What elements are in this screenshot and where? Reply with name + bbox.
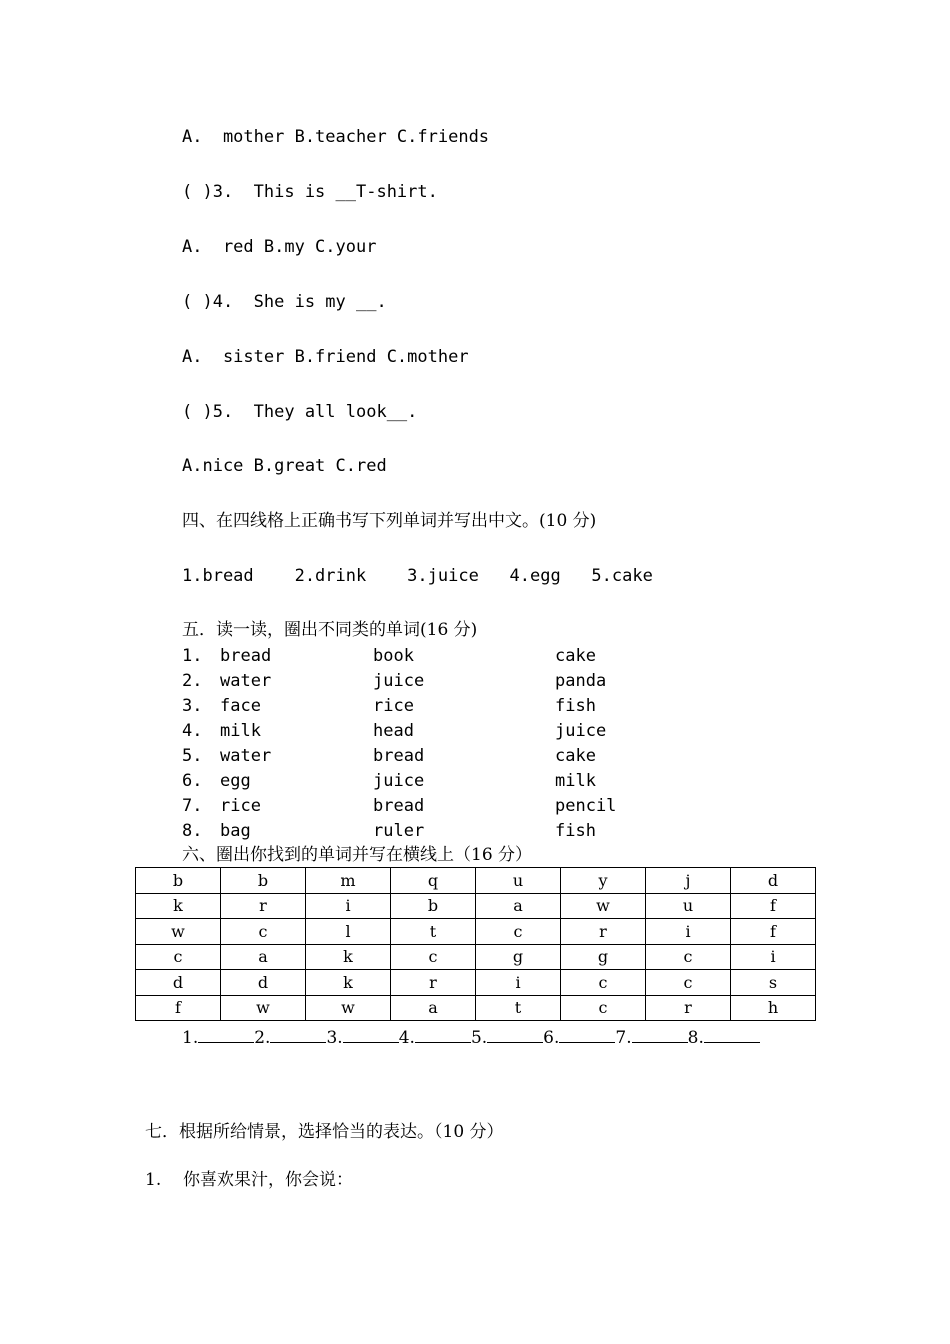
grid-row — [136, 944, 816, 970]
answer-blank-line[interactable] — [559, 1026, 615, 1043]
grid-letter: b — [136, 868, 221, 894]
answer-blank-line[interactable] — [198, 1026, 254, 1043]
grid-letter: b — [221, 868, 306, 894]
section-7-title: 七．根据所给情景，选择恰当的表达。（10 分） — [145, 1122, 504, 1142]
blank-label: 4. — [398, 1028, 415, 1048]
blank-label: 6. — [543, 1028, 560, 1048]
answer-blank-line[interactable] — [415, 1026, 471, 1043]
grid-letter: b — [391, 893, 476, 919]
grid-row — [136, 995, 816, 1021]
grid-row — [136, 970, 816, 996]
grid-letter: t — [476, 995, 561, 1021]
grid-letter: m — [306, 868, 391, 894]
word-b: juice — [373, 771, 425, 791]
grid-letter: i — [731, 944, 816, 970]
word-a: bread — [220, 646, 272, 666]
word-a: egg — [220, 771, 251, 791]
grid-letter: c — [561, 970, 646, 996]
grid-letter: j — [646, 868, 731, 894]
word-a: face — [220, 696, 261, 716]
word-a: milk — [220, 721, 261, 741]
grid-letter: u — [646, 893, 731, 919]
answer-blanks — [182, 1026, 802, 1049]
row-number: 5. — [182, 746, 203, 766]
answer-blank-line[interactable] — [487, 1026, 543, 1043]
word-c: fish — [555, 821, 596, 841]
grid-letter: f — [731, 893, 816, 919]
blank-label: 5. — [470, 1028, 488, 1048]
grid-letter: r — [391, 970, 476, 996]
word-a: rice — [220, 796, 261, 816]
section-4-words: 1.bread 2.drink 3.juice 4.egg 5.cake — [182, 566, 653, 586]
grid-letter: k — [306, 970, 391, 996]
section-7-item-1-text: 你喜欢果汁，你会说： — [183, 1170, 353, 1190]
grid-letter: w — [136, 919, 221, 945]
grid-letter: w — [306, 995, 391, 1021]
question-5: ( )5. They all look__. — [182, 402, 418, 422]
blank-label: 1. — [182, 1028, 199, 1048]
blank-label: 8. — [687, 1028, 704, 1048]
word-a: water — [220, 746, 272, 766]
word-c: juice — [555, 721, 607, 741]
grid-letter: r — [561, 919, 646, 945]
row-number: 6. — [182, 771, 203, 791]
word-search-grid — [135, 867, 816, 1021]
word-c: pencil — [555, 796, 617, 816]
grid-letter: r — [221, 893, 306, 919]
word-b: rice — [373, 696, 414, 716]
grid-letter: l — [306, 919, 391, 945]
answer-blank-line[interactable] — [704, 1026, 760, 1043]
grid-letter: i — [646, 919, 731, 945]
grid-letter: f — [731, 919, 816, 945]
grid-row — [136, 868, 816, 894]
grid-letter: a — [476, 893, 561, 919]
q5-options: A.nice B.great C.red — [182, 456, 387, 476]
grid-row — [136, 893, 816, 919]
q2-options: A. mother B.teacher C.friends — [182, 127, 490, 147]
q3-options: A. red B.my C.your — [182, 237, 377, 257]
vocab-row — [182, 745, 642, 770]
word-b: juice — [373, 671, 425, 691]
vocab-row — [182, 820, 642, 845]
section-5-title: 五．读一读，圈出不同类的单词(16 分) — [182, 620, 478, 640]
word-c: cake — [555, 646, 596, 666]
grid-letter: d — [136, 970, 221, 996]
grid-letter: d — [221, 970, 306, 996]
word-b: head — [373, 721, 414, 741]
row-number: 8. — [182, 821, 203, 841]
grid-letter: u — [476, 868, 561, 894]
section-4-title: 四、在四线格上正确书写下列单词并写出中文。(10 分) — [182, 511, 597, 531]
grid-letter: k — [306, 944, 391, 970]
word-c: cake — [555, 746, 596, 766]
row-number: 1. — [182, 646, 203, 666]
grid-letter: c — [391, 944, 476, 970]
vocab-row — [182, 795, 642, 820]
vocab-row — [182, 670, 642, 695]
vocab-row — [182, 695, 642, 720]
grid-letter: a — [221, 944, 306, 970]
grid-letter: r — [646, 995, 731, 1021]
grid-letter: d — [731, 868, 816, 894]
grid-letter: w — [221, 995, 306, 1021]
q4-options: A. sister B.friend C.mother — [182, 347, 469, 367]
answer-blank-line[interactable] — [343, 1026, 399, 1043]
section-6-title: 六、圈出你找到的单词并写在横线上（16 分） — [182, 845, 533, 865]
row-number: 7. — [182, 796, 203, 816]
question-3: ( )3. This is __T-shirt. — [182, 182, 438, 202]
grid-letter: c — [136, 944, 221, 970]
grid-letter: t — [391, 919, 476, 945]
blank-label: 3. — [326, 1028, 343, 1048]
grid-letter: w — [561, 893, 646, 919]
grid-letter: h — [731, 995, 816, 1021]
grid-row — [136, 919, 816, 945]
grid-letter: q — [391, 868, 476, 894]
grid-letter: c — [646, 944, 731, 970]
answer-blank-line[interactable] — [270, 1026, 326, 1043]
blank-label: 2. — [254, 1028, 271, 1048]
grid-letter: f — [136, 995, 221, 1021]
word-c: fish — [555, 696, 596, 716]
vocab-row — [182, 720, 642, 745]
vocab-row — [182, 770, 642, 795]
answer-blank-line[interactable] — [632, 1026, 688, 1043]
grid-letter: a — [391, 995, 476, 1021]
grid-letter: y — [561, 868, 646, 894]
word-a: bag — [220, 821, 251, 841]
grid-letter: c — [221, 919, 306, 945]
word-b: book — [373, 646, 414, 666]
grid-letter: s — [731, 970, 816, 996]
word-b: ruler — [373, 821, 425, 841]
word-a: water — [220, 671, 272, 691]
question-4: ( )4. She is my __. — [182, 292, 387, 312]
word-c: panda — [555, 671, 607, 691]
word-b: bread — [373, 746, 425, 766]
row-number: 4. — [182, 721, 203, 741]
section-7-item-1-number: 1. — [145, 1170, 162, 1190]
grid-letter: c — [476, 919, 561, 945]
word-b: bread — [373, 796, 425, 816]
row-number: 2. — [182, 671, 203, 691]
grid-letter: c — [561, 995, 646, 1021]
grid-letter: g — [476, 944, 561, 970]
vocab-row — [182, 645, 642, 670]
word-c: milk — [555, 771, 596, 791]
grid-letter: c — [646, 970, 731, 996]
row-number: 3. — [182, 696, 203, 716]
grid-letter: k — [136, 893, 221, 919]
grid-letter: i — [306, 893, 391, 919]
grid-letter: i — [476, 970, 561, 996]
grid-letter: g — [561, 944, 646, 970]
blank-label: 7. — [615, 1028, 632, 1048]
